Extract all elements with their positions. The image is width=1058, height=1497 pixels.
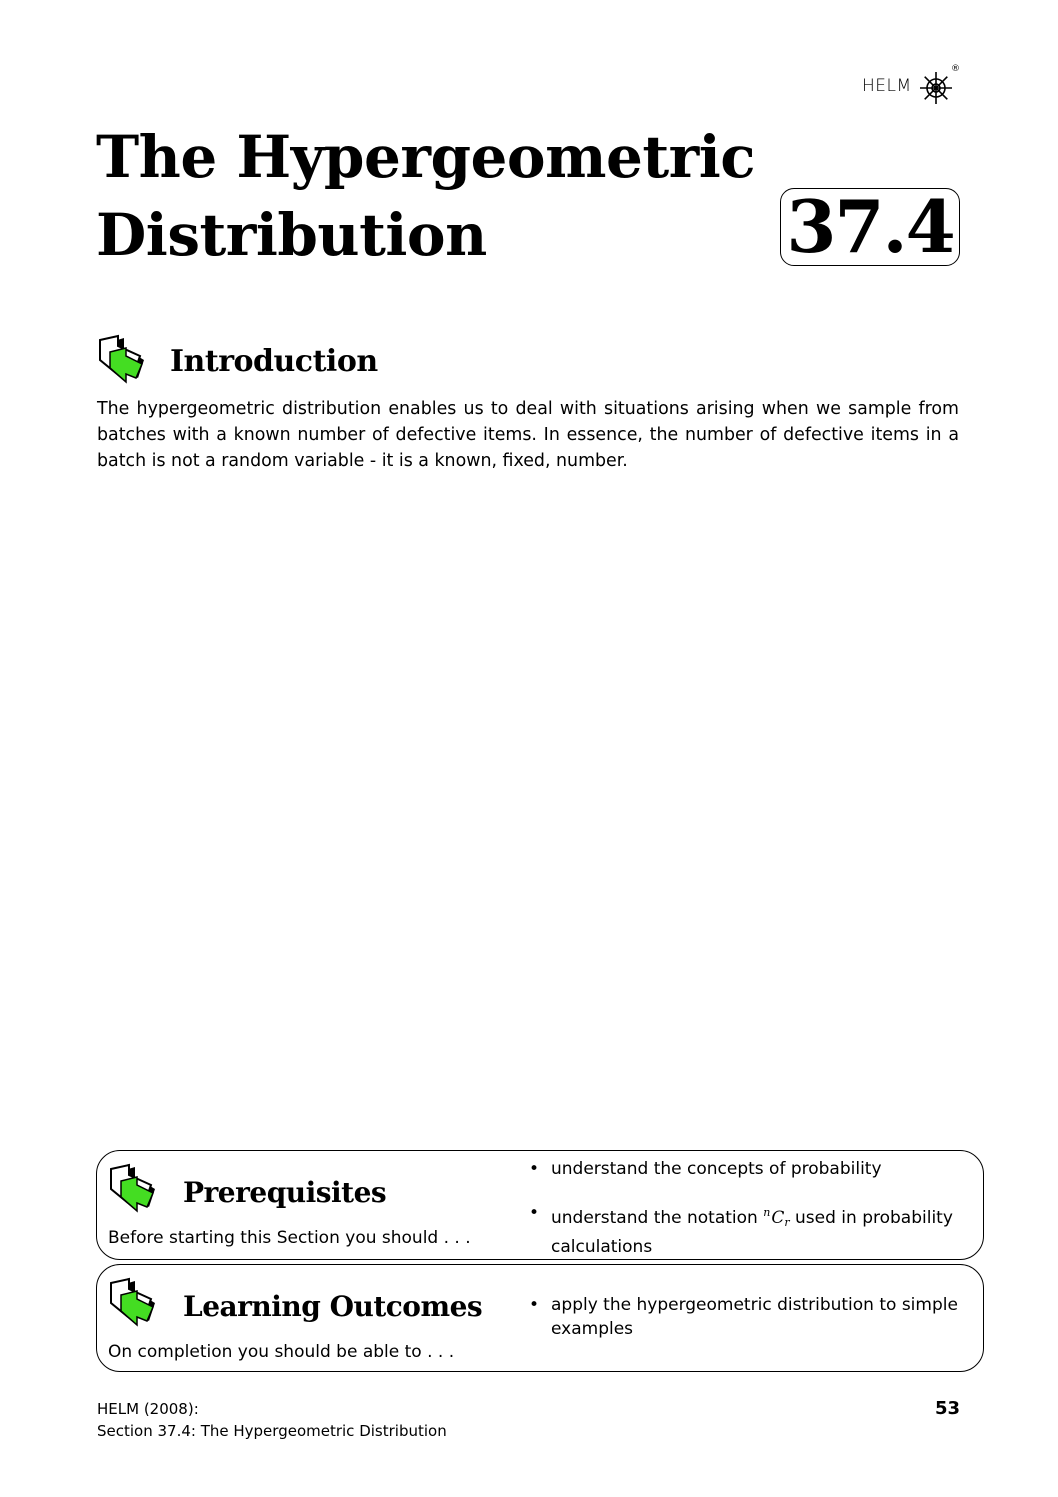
list-item xyxy=(529,1157,959,1181)
ncr-subscript: r xyxy=(784,1216,790,1229)
double-arrow-icon xyxy=(96,334,156,386)
list-item xyxy=(529,1201,959,1259)
list-item xyxy=(529,1293,959,1341)
learning-outcomes-box xyxy=(96,1264,984,1372)
learning-outcomes-heading: Learning Outcomes xyxy=(183,1290,483,1323)
prerequisites-heading: Prerequisites xyxy=(183,1176,387,1209)
page-number: 53 xyxy=(934,1398,960,1419)
list-item-text: understand the concepts of probability xyxy=(551,1159,882,1179)
title-line-2: Distribution xyxy=(96,201,487,269)
list-item-text: apply the hypergeometric distribution to simple examples xyxy=(551,1295,958,1339)
footer-line-2: Section 37.4: The Hypergeometric Distribution xyxy=(97,1422,447,1440)
title-line-1: The Hypergeometric xyxy=(96,123,756,191)
double-arrow-icon xyxy=(107,1163,167,1215)
introduction-heading: Introduction xyxy=(170,344,378,379)
prerequisites-list xyxy=(529,1157,959,1279)
footer-citation xyxy=(97,1398,447,1442)
double-arrow-icon xyxy=(107,1277,167,1329)
ncr-base: C xyxy=(771,1208,785,1228)
prerequisites-subtext: Before starting this Section you should . . . xyxy=(108,1228,471,1248)
registered-mark: ® xyxy=(951,64,960,74)
bullet: • xyxy=(529,1159,540,1179)
introduction-text: The hypergeometric distribution enables us to deal with situations arising when we sample from batches with a known number of defective items. In essence, the number of defective items in a batch is not a random variable - it is a known, fixed, number. xyxy=(97,399,959,471)
prerequisites-box xyxy=(96,1150,984,1260)
learning-outcomes-list xyxy=(529,1293,959,1361)
learning-outcomes-subtext: On completion you should be able to . . . xyxy=(108,1342,455,1362)
bullet: • xyxy=(529,1295,540,1315)
footer-line-1: HELM (2008): xyxy=(97,1400,199,1418)
page-title xyxy=(96,118,756,274)
helm-logo xyxy=(862,66,962,106)
section-number-badge: 37.4 xyxy=(780,188,960,266)
list-item-text-before: understand the notation xyxy=(551,1208,764,1228)
bullet: • xyxy=(529,1203,540,1223)
ncr-superscript: n xyxy=(763,1206,771,1219)
list-item-text-after: used in probability calculations xyxy=(551,1208,953,1257)
ncr-notation xyxy=(763,1208,789,1228)
logo-text: HELM xyxy=(862,76,912,96)
